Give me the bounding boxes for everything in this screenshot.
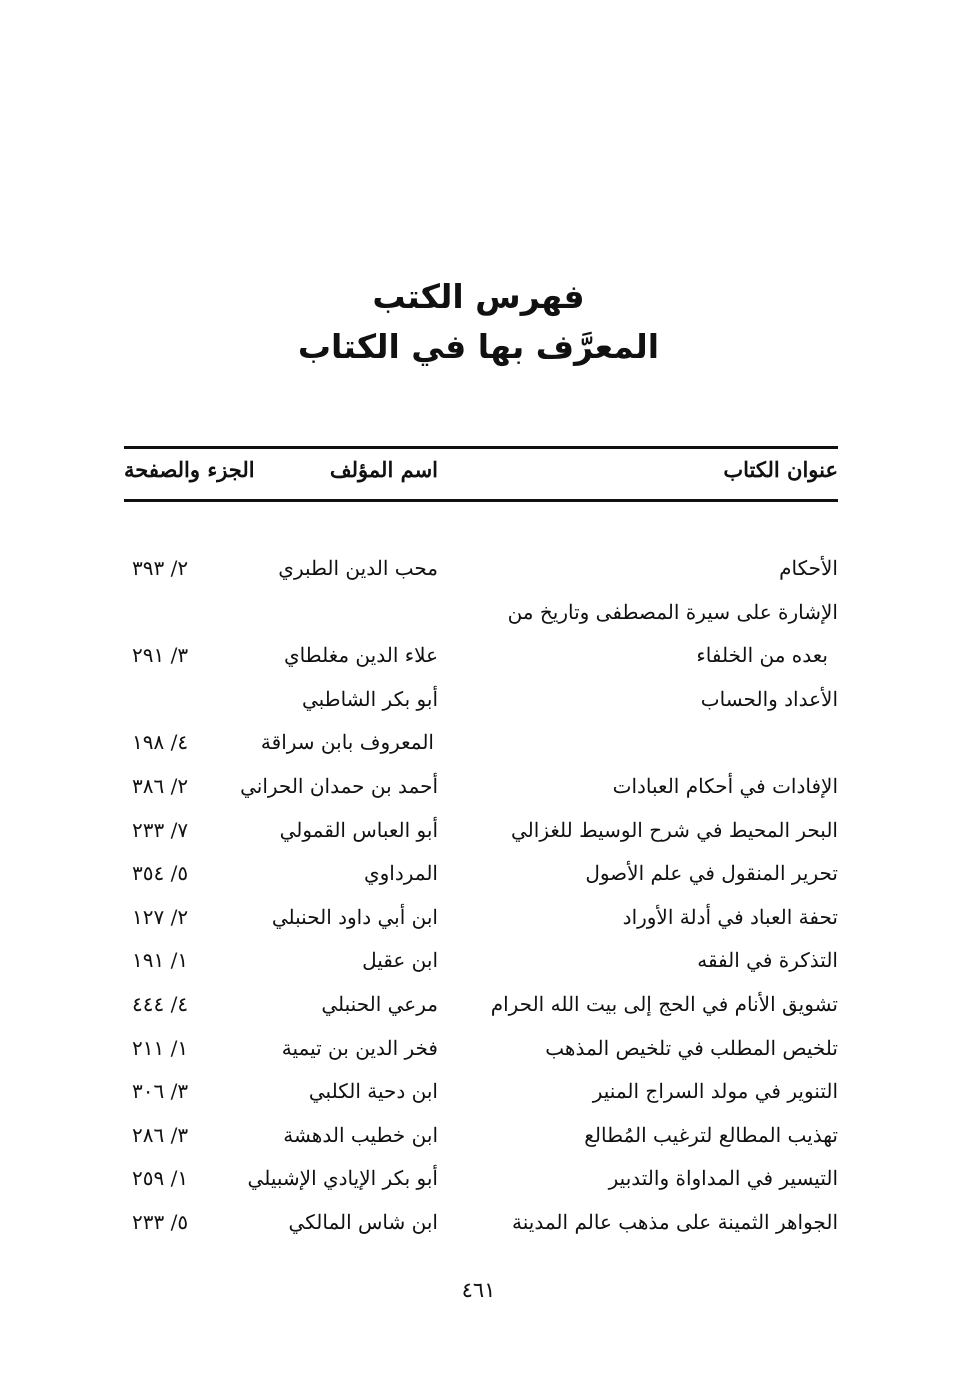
author-name: ابن أبي داود الحنبلي: [271, 904, 438, 929]
volume-page: ٥/ ٣٥٤: [132, 861, 189, 886]
table-row: [124, 1202, 838, 1246]
book-title: التيسير في المداواة والتدبير: [608, 1166, 838, 1191]
author-name: أبو العباس القمولي: [279, 817, 438, 842]
book-title: التذكرة في الفقه: [697, 948, 838, 973]
book-title: الجواهر الثمينة على مذهب عالم المدينة: [512, 1209, 838, 1234]
table-row: [124, 679, 838, 723]
volume-page: ٢/ ١٢٧: [132, 904, 189, 929]
author-name: أبو بكر الإيادي الإشبيلي: [247, 1166, 438, 1191]
table-row: [124, 810, 838, 854]
table-top-rule: [124, 446, 838, 449]
table-row: [124, 853, 838, 897]
index-title: [0, 272, 957, 372]
volume-page: ٣/ ٢٨٦: [132, 1122, 189, 1147]
table-row: [124, 984, 838, 1028]
table-body: [124, 548, 838, 1246]
author-name: فخر الدين بن تيمية: [281, 1035, 438, 1060]
volume-page: ٢/ ٣٨٦: [132, 773, 189, 798]
author-name: ابن دحية الكلبي: [308, 1079, 438, 1104]
volume-page: ٢/ ٣٩٣: [132, 556, 189, 580]
table-row: [124, 722, 838, 766]
table-row: [124, 897, 838, 941]
author-name: ابن شاس المالكي: [288, 1209, 438, 1234]
book-title: تحفة العباد في أدلة الأوراد: [622, 904, 838, 929]
index-title-line-2: المعرَّف بها في الكتاب: [297, 327, 660, 366]
header-author-name: اسم المؤلف: [329, 457, 438, 482]
author-name: مرعي الحنبلي: [321, 991, 438, 1016]
table-row: [124, 635, 838, 679]
book-title: الأعداد والحساب: [700, 686, 838, 711]
author-name: ابن خطيب الدهشة: [283, 1122, 438, 1147]
book-title: تشويق الأنام في الحج إلى بيت الله الحرام: [490, 991, 838, 1016]
author-name-continuation: المعروف بابن سراقة: [260, 730, 434, 755]
table-row: [124, 592, 838, 636]
book-title: الإفادات في أحكام العبادات: [612, 773, 838, 798]
volume-page: ٤/ ٤٤٤: [132, 991, 189, 1016]
volume-page: ٣/ ٢٩١: [132, 643, 189, 668]
book-title-continuation: بعده من الخلفاء: [696, 643, 828, 668]
volume-page: ١/ ٢١١: [132, 1035, 189, 1060]
index-title-line-1: فهرس الكتب: [372, 277, 585, 316]
book-title: تهذيب المطالع لترغيب المُطالع: [584, 1122, 838, 1147]
author-name: أبو بكر الشاطبي: [301, 686, 438, 711]
book-title: تحرير المنقول في علم الأصول: [585, 861, 838, 886]
volume-page: ٤/ ١٩٨: [132, 730, 189, 755]
table-row: [124, 1028, 838, 1072]
book-title: تلخيص المطلب في تلخيص المذهب: [545, 1035, 838, 1060]
book-title: الإشارة على سيرة المصطفى وتاريخ من: [507, 599, 838, 624]
author-name: علاء الدين مغلطاي: [283, 643, 438, 668]
table-row: [124, 1115, 838, 1159]
author-name: أحمد بن حمدان الحراني: [240, 773, 438, 798]
page-number: ٤٦١: [461, 1278, 496, 1302]
volume-page: ٧/ ٢٣٣: [132, 817, 189, 842]
volume-page: ٥/ ٢٣٣: [132, 1209, 189, 1234]
table-row: [124, 766, 838, 810]
table-row: [124, 940, 838, 984]
author-name: محب الدين الطبري: [278, 556, 438, 580]
book-title: التنوير في مولد السراج المنير: [592, 1079, 838, 1104]
volume-page: ١/ ١٩١: [132, 948, 189, 973]
table-header-rule: [124, 499, 838, 502]
table-row: [124, 1071, 838, 1115]
author-name: المرداوي: [363, 861, 438, 886]
book-title: الأحكام: [779, 556, 838, 580]
author-name: ابن عقيل: [362, 948, 438, 973]
book-title: البحر المحيط في شرح الوسيط للغزالي: [511, 817, 838, 842]
table-header: [124, 452, 838, 492]
header-volume-page: الجزء والصفحة: [124, 457, 255, 482]
volume-page: ١/ ٢٥٩: [132, 1166, 189, 1191]
header-book-title: عنوان الكتاب: [723, 457, 838, 482]
table-row: [124, 548, 838, 592]
table-row: [124, 1158, 838, 1202]
volume-page: ٣/ ٣٠٦: [132, 1079, 189, 1104]
